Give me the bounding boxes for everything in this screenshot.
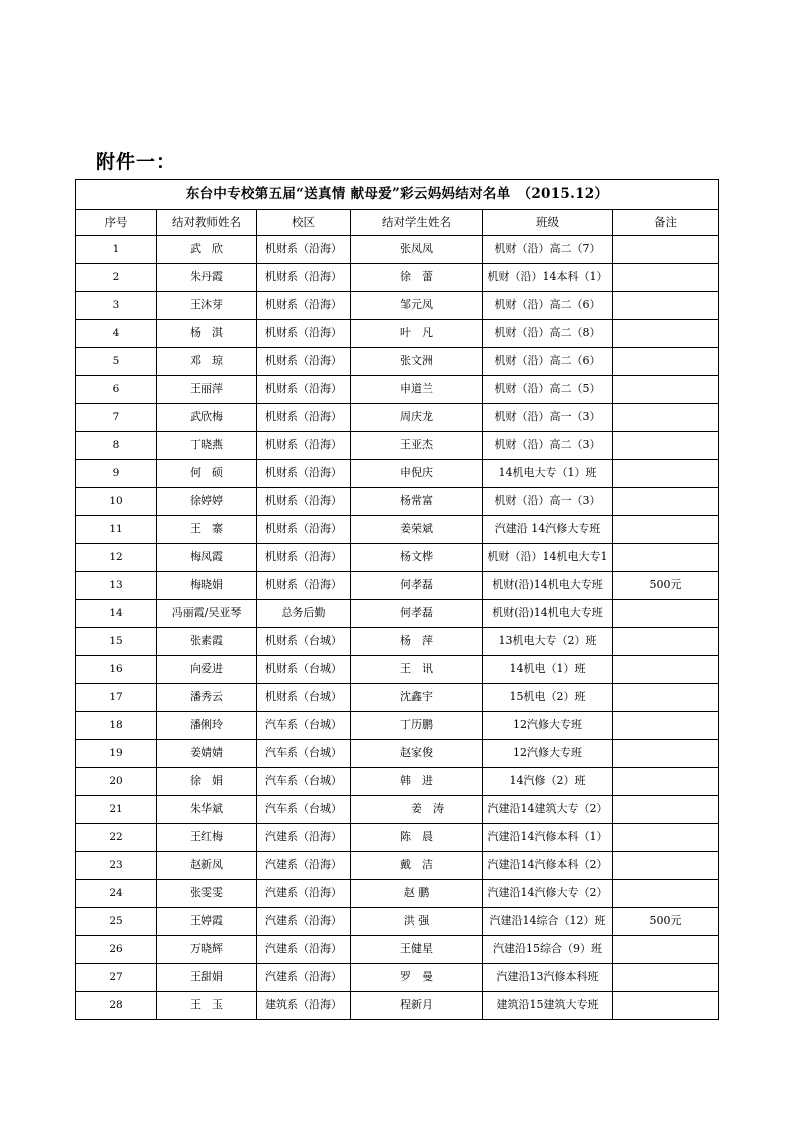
cell-teacher-name: 王甜娟 xyxy=(157,964,257,992)
table-row xyxy=(76,740,719,768)
cell-row-number: 19 xyxy=(76,740,157,768)
column-header-no: 序号 xyxy=(76,210,157,236)
cell-teacher-name: 徐婷婷 xyxy=(157,488,257,516)
cell-class-name: 汽建沿14汽修本科（2） xyxy=(483,852,613,880)
cell-class-name: 12汽修大专班 xyxy=(483,712,613,740)
cell-class-name: 机财（沿）高二（3） xyxy=(483,432,613,460)
cell-student-name: 王亚杰 xyxy=(351,432,483,460)
table-row xyxy=(76,572,719,600)
cell-note xyxy=(613,600,719,628)
cell-note xyxy=(613,824,719,852)
cell-class-name: 14机电（1）班 xyxy=(483,656,613,684)
cell-row-number: 14 xyxy=(76,600,157,628)
cell-row-number: 10 xyxy=(76,488,157,516)
cell-row-number: 24 xyxy=(76,880,157,908)
cell-note xyxy=(613,964,719,992)
table-row xyxy=(76,936,719,964)
cell-row-number: 5 xyxy=(76,348,157,376)
cell-teacher-name: 梅晓娟 xyxy=(157,572,257,600)
cell-row-number: 16 xyxy=(76,656,157,684)
cell-campus: 汽车系（台城） xyxy=(257,796,351,824)
cell-campus: 汽车系（台城） xyxy=(257,740,351,768)
table-row xyxy=(76,236,719,264)
table-row xyxy=(76,992,719,1020)
cell-teacher-name: 姜婧婧 xyxy=(157,740,257,768)
table-row xyxy=(76,460,719,488)
cell-student-name: 韩 进 xyxy=(351,768,483,796)
cell-campus: 汽建系（沿海） xyxy=(257,852,351,880)
cell-student-name: 程新月 xyxy=(351,992,483,1020)
cell-note xyxy=(613,348,719,376)
cell-note xyxy=(613,320,719,348)
cell-note xyxy=(613,684,719,712)
cell-note xyxy=(613,516,719,544)
cell-campus: 机财系（沿海） xyxy=(257,292,351,320)
cell-student-name: 徐 蕾 xyxy=(351,264,483,292)
cell-note xyxy=(613,656,719,684)
cell-note xyxy=(613,544,719,572)
cell-teacher-name: 梅凤霞 xyxy=(157,544,257,572)
table-body xyxy=(76,236,719,1020)
cell-teacher-name: 王 玉 xyxy=(157,992,257,1020)
table-row xyxy=(76,348,719,376)
cell-teacher-name: 丁晓燕 xyxy=(157,432,257,460)
cell-row-number: 22 xyxy=(76,824,157,852)
cell-row-number: 7 xyxy=(76,404,157,432)
table-row xyxy=(76,264,719,292)
table-header-row xyxy=(76,210,719,236)
cell-student-name: 邹元凤 xyxy=(351,292,483,320)
table-row xyxy=(76,684,719,712)
cell-note xyxy=(613,404,719,432)
cell-class-name: 汽建沿14综合（12）班 xyxy=(483,908,613,936)
cell-student-name: 张凤凤 xyxy=(351,236,483,264)
cell-note xyxy=(613,936,719,964)
cell-row-number: 26 xyxy=(76,936,157,964)
cell-row-number: 1 xyxy=(76,236,157,264)
cell-teacher-name: 潘秀云 xyxy=(157,684,257,712)
cell-row-number: 18 xyxy=(76,712,157,740)
cell-campus: 机财系（沿海） xyxy=(257,376,351,404)
cell-row-number: 20 xyxy=(76,768,157,796)
cell-class-name: 机财（沿）14本科（1） xyxy=(483,264,613,292)
cell-teacher-name: 朱丹霞 xyxy=(157,264,257,292)
cell-note xyxy=(613,292,719,320)
column-header-note: 备注 xyxy=(613,210,719,236)
table-row xyxy=(76,516,719,544)
cell-class-name: 机财（沿）高二（6） xyxy=(483,292,613,320)
cell-class-name: 机财（沿）高二（6） xyxy=(483,348,613,376)
cell-row-number: 4 xyxy=(76,320,157,348)
cell-student-name: 丁历鹏 xyxy=(351,712,483,740)
cell-campus: 汽建系（沿海） xyxy=(257,908,351,936)
cell-note xyxy=(613,432,719,460)
cell-teacher-name: 杨 淇 xyxy=(157,320,257,348)
table-row xyxy=(76,824,719,852)
cell-campus: 机财系（台城） xyxy=(257,628,351,656)
cell-campus: 机财系（沿海） xyxy=(257,516,351,544)
table-row xyxy=(76,852,719,880)
cell-student-name: 姜荣斌 xyxy=(351,516,483,544)
cell-campus: 机财系（沿海） xyxy=(257,236,351,264)
table-row xyxy=(76,488,719,516)
cell-student-name: 赵 鹏 xyxy=(351,880,483,908)
pairing-table xyxy=(75,179,719,1020)
cell-note xyxy=(613,880,719,908)
cell-class-name: 机财（沿）高一（3） xyxy=(483,488,613,516)
cell-note xyxy=(613,796,719,824)
cell-student-name: 罗 曼 xyxy=(351,964,483,992)
table-row xyxy=(76,376,719,404)
cell-campus: 汽车系（台城） xyxy=(257,712,351,740)
cell-class-name: 机财（沿）高一（3） xyxy=(483,404,613,432)
cell-campus: 机财系（台城） xyxy=(257,656,351,684)
cell-student-name: 王健星 xyxy=(351,936,483,964)
cell-teacher-name: 万晓辉 xyxy=(157,936,257,964)
table-row xyxy=(76,964,719,992)
cell-student-name: 叶 凡 xyxy=(351,320,483,348)
cell-class-name: 12汽修大专班 xyxy=(483,740,613,768)
cell-note xyxy=(613,628,719,656)
cell-teacher-name: 向爱进 xyxy=(157,656,257,684)
cell-class-name: 15机电（2）班 xyxy=(483,684,613,712)
cell-student-name: 王 讯 xyxy=(351,656,483,684)
cell-row-number: 13 xyxy=(76,572,157,600)
cell-row-number: 28 xyxy=(76,992,157,1020)
cell-row-number: 9 xyxy=(76,460,157,488)
cell-student-name: 杨 萍 xyxy=(351,628,483,656)
cell-teacher-name: 王丽萍 xyxy=(157,376,257,404)
cell-student-name: 杨常富 xyxy=(351,488,483,516)
cell-campus: 机财系（沿海） xyxy=(257,488,351,516)
cell-class-name: 汽建沿15综合（9）班 xyxy=(483,936,613,964)
table-row xyxy=(76,656,719,684)
table-row xyxy=(76,432,719,460)
cell-teacher-name: 王 寨 xyxy=(157,516,257,544)
cell-row-number: 15 xyxy=(76,628,157,656)
table-row xyxy=(76,712,719,740)
cell-student-name: 何孝磊 xyxy=(351,572,483,600)
cell-class-name: 汽建沿 14汽修大专班 xyxy=(483,516,613,544)
cell-teacher-name: 潘俐玲 xyxy=(157,712,257,740)
cell-teacher-name: 张雯雯 xyxy=(157,880,257,908)
cell-campus: 机财系（沿海） xyxy=(257,320,351,348)
cell-row-number: 6 xyxy=(76,376,157,404)
cell-row-number: 25 xyxy=(76,908,157,936)
cell-class-name: 机财（沿）高二（7） xyxy=(483,236,613,264)
cell-note: 500元 xyxy=(613,908,719,936)
cell-row-number: 3 xyxy=(76,292,157,320)
cell-row-number: 8 xyxy=(76,432,157,460)
table-row xyxy=(76,320,719,348)
cell-campus: 总务后勤 xyxy=(257,600,351,628)
cell-note xyxy=(613,992,719,1020)
cell-class-name: 汽建沿13汽修本科班 xyxy=(483,964,613,992)
cell-note xyxy=(613,768,719,796)
cell-class-name: 14机电大专（1）班 xyxy=(483,460,613,488)
cell-campus: 汽车系（台城） xyxy=(257,768,351,796)
table-row xyxy=(76,292,719,320)
cell-note xyxy=(613,376,719,404)
cell-row-number: 17 xyxy=(76,684,157,712)
cell-student-name: 姜 涛 xyxy=(351,796,483,824)
cell-class-name: 机财(沿)14机电大专班 xyxy=(483,600,613,628)
cell-teacher-name: 徐 娟 xyxy=(157,768,257,796)
cell-teacher-name: 朱华斌 xyxy=(157,796,257,824)
cell-teacher-name: 武 欣 xyxy=(157,236,257,264)
table-row xyxy=(76,796,719,824)
table-row xyxy=(76,600,719,628)
cell-note: 500元 xyxy=(613,572,719,600)
cell-teacher-name: 邓 琼 xyxy=(157,348,257,376)
cell-class-name: 14汽修（2）班 xyxy=(483,768,613,796)
cell-class-name: 建筑沿15建筑大专班 xyxy=(483,992,613,1020)
column-header-class: 班级 xyxy=(483,210,613,236)
cell-row-number: 2 xyxy=(76,264,157,292)
cell-note xyxy=(613,712,719,740)
cell-note xyxy=(613,460,719,488)
cell-note xyxy=(613,488,719,516)
table-row xyxy=(76,908,719,936)
cell-class-name: 汽建沿14建筑大专（2） xyxy=(483,796,613,824)
cell-student-name: 陈 晨 xyxy=(351,824,483,852)
table-row xyxy=(76,880,719,908)
cell-note xyxy=(613,740,719,768)
cell-class-name: 机财(沿)14机电大专班 xyxy=(483,572,613,600)
cell-student-name: 沈鑫宇 xyxy=(351,684,483,712)
cell-student-name: 赵家俊 xyxy=(351,740,483,768)
cell-teacher-name: 武欣梅 xyxy=(157,404,257,432)
cell-student-name: 戴 洁 xyxy=(351,852,483,880)
cell-campus: 机财系（沿海） xyxy=(257,460,351,488)
cell-row-number: 12 xyxy=(76,544,157,572)
attachment-heading: 附件一： xyxy=(96,151,177,173)
cell-student-name: 杨文桦 xyxy=(351,544,483,572)
cell-student-name: 何孝磊 xyxy=(351,600,483,628)
cell-campus: 汽建系（沿海） xyxy=(257,824,351,852)
table-row xyxy=(76,544,719,572)
cell-teacher-name: 王婷霞 xyxy=(157,908,257,936)
column-header-campus: 校区 xyxy=(257,210,351,236)
cell-campus: 机财系（沿海） xyxy=(257,264,351,292)
table-row xyxy=(76,768,719,796)
cell-note xyxy=(613,264,719,292)
cell-class-name: 机财（沿）14机电大专1 xyxy=(483,544,613,572)
cell-campus: 机财系（沿海） xyxy=(257,404,351,432)
cell-campus: 机财系（台城） xyxy=(257,684,351,712)
cell-row-number: 21 xyxy=(76,796,157,824)
cell-campus: 汽建系（沿海） xyxy=(257,964,351,992)
column-header-teacher: 结对教师姓名 xyxy=(157,210,257,236)
cell-campus: 机财系（沿海） xyxy=(257,348,351,376)
cell-note xyxy=(613,236,719,264)
cell-class-name: 汽建沿14汽修本科（1） xyxy=(483,824,613,852)
cell-class-name: 机财（沿）高二（8） xyxy=(483,320,613,348)
cell-student-name: 周庆龙 xyxy=(351,404,483,432)
table-row xyxy=(76,404,719,432)
cell-teacher-name: 赵新凤 xyxy=(157,852,257,880)
cell-note xyxy=(613,852,719,880)
cell-row-number: 23 xyxy=(76,852,157,880)
cell-teacher-name: 王红梅 xyxy=(157,824,257,852)
cell-campus: 汽建系（沿海） xyxy=(257,880,351,908)
cell-teacher-name: 何 硕 xyxy=(157,460,257,488)
cell-teacher-name: 王沐芽 xyxy=(157,292,257,320)
column-header-student: 结对学生姓名 xyxy=(351,210,483,236)
cell-campus: 建筑系（沿海） xyxy=(257,992,351,1020)
cell-row-number: 11 xyxy=(76,516,157,544)
cell-student-name: 张文洲 xyxy=(351,348,483,376)
cell-campus: 机财系（沿海） xyxy=(257,544,351,572)
table-row xyxy=(76,628,719,656)
cell-student-name: 申道兰 xyxy=(351,376,483,404)
cell-teacher-name: 张素霞 xyxy=(157,628,257,656)
table-title: 东台中专校第五届“送真情 献母爱”彩云妈妈结对名单 （2015.12） xyxy=(76,180,719,210)
cell-student-name: 洪 强 xyxy=(351,908,483,936)
cell-campus: 机财系（沿海） xyxy=(257,572,351,600)
cell-class-name: 机财（沿）高二（5） xyxy=(483,376,613,404)
cell-campus: 机财系（沿海） xyxy=(257,432,351,460)
cell-campus: 汽建系（沿海） xyxy=(257,936,351,964)
cell-class-name: 13机电大专（2）班 xyxy=(483,628,613,656)
cell-class-name: 汽建沿14汽修大专（2） xyxy=(483,880,613,908)
cell-student-name: 申倪庆 xyxy=(351,460,483,488)
cell-teacher-name: 冯丽霞/吴亚琴 xyxy=(157,600,257,628)
cell-row-number: 27 xyxy=(76,964,157,992)
